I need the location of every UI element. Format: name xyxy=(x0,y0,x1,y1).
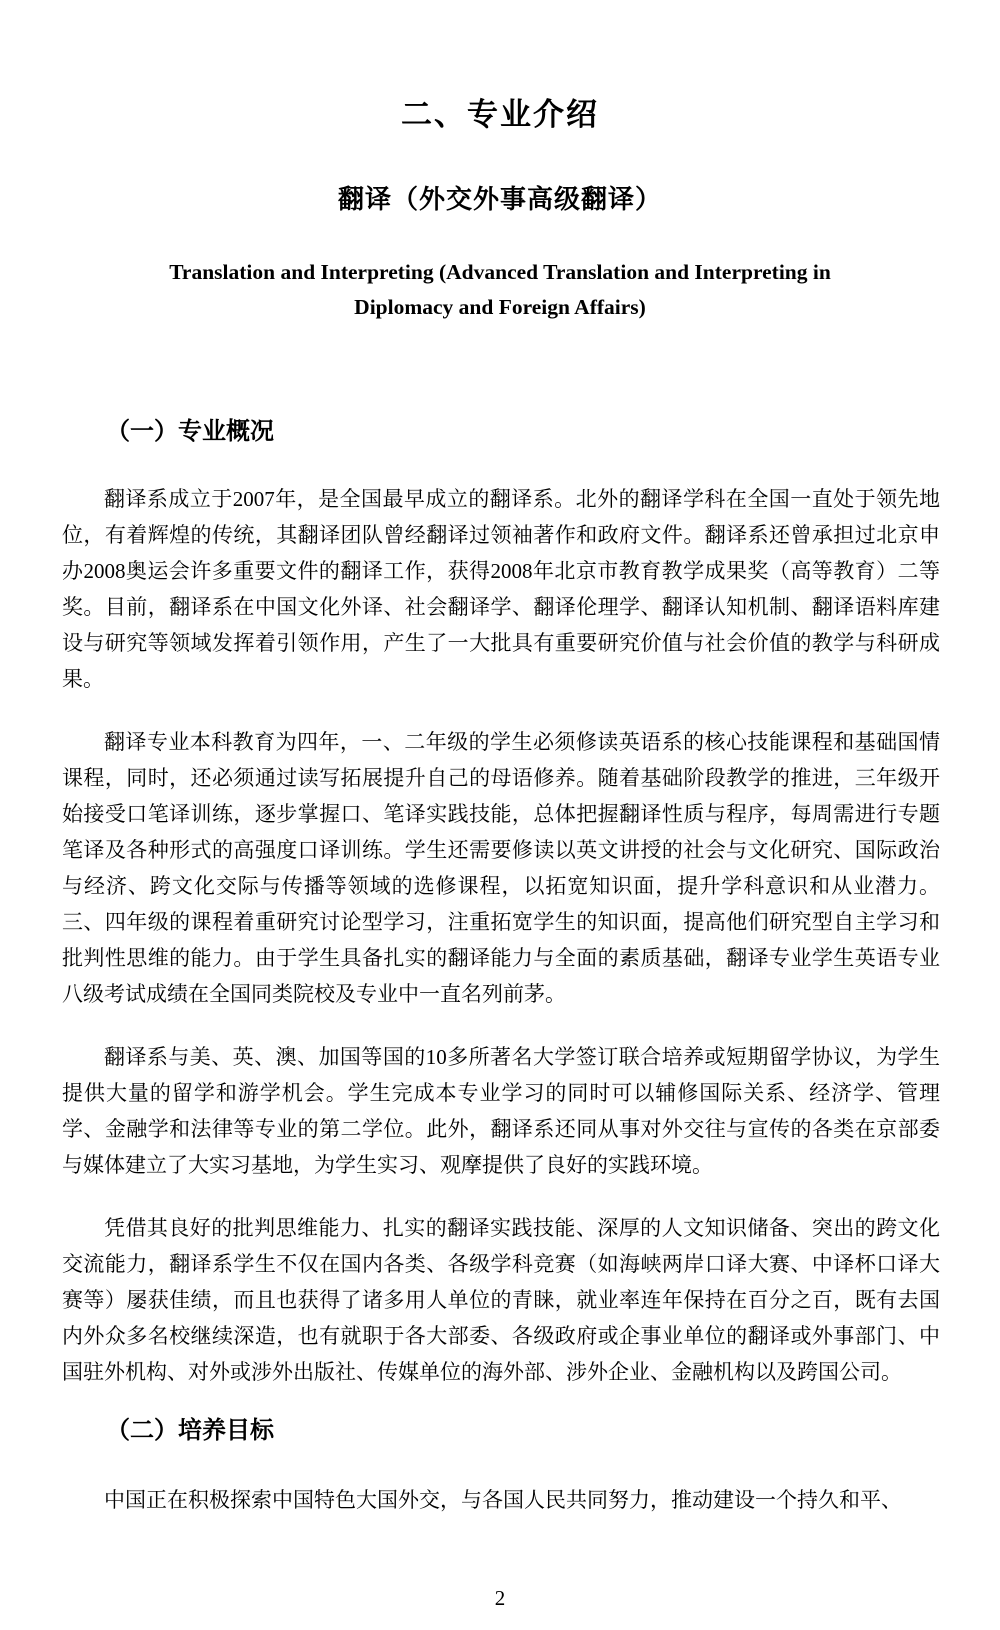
major-name-chinese: 翻译（外交外事高级翻译） xyxy=(337,183,662,214)
section-heading-training-goal: （二）培养目标 xyxy=(106,1416,274,1444)
major-name-english xyxy=(0,255,1000,325)
overview-paragraph-1: 翻译系成立于2007年，是全国最早成立的翻译系。北外的翻译学科在全国一直处于领先地位，有着辉煌的传统，其翻译团队曾经翻译过领袖著作和政府文件。翻译系还曾承担过北京申办2008奥运会许多重要文件的翻译工作，获得2008年北京市教育教学成果奖（高等教育）二等奖。目前，翻译系在中国文化外译、社会翻译学、翻译伦理学、翻译认知机制、翻译语料库建设与研究等领域发挥着引领作用，产生了一大批具有重要研究价值与社会价值的教学与科研成果。 xyxy=(62,486,940,691)
training-goal-paragraph-1: 中国正在积极探索中国特色大国外交，与各国人民共同努力，推动建设一个持久和平、 xyxy=(104,1487,902,1512)
section-heading-overview: （一）专业概况 xyxy=(106,417,274,445)
page-number: 2 xyxy=(494,1586,506,1610)
english-title-line-1: Translation and Interpreting (Advanced Translation and Interpreting in xyxy=(169,259,831,284)
overview-paragraph-4: 凭借其良好的批判思维能力、扎实的翻译实践技能、深厚的人文知识储备、突出的跨文化交流能力，翻译系学生不仅在国内各类、各级学科竞赛（如海峡两岸口译大赛、中译杯口译大赛等）屡获佳绩，而且也获得了诸多用人单位的青睐，就业率连年保持在百分之百，既有去国内外众多名校继续深造，也有就职于各大部委、各级政府或企事业单位的翻译或外事部门、中国驻外机构、对外或涉外出版社、传媒单位的海外部、涉外企业、金融机构以及跨国公司。 xyxy=(62,1215,940,1384)
overview-paragraph-3: 翻译系与美、英、澳、加国等国的10多所著名大学签订联合培养或短期留学协议，为学生提供大量的留学和游学机会。学生完成本专业学习的同时可以辅修国际关系、经济学、管理学、金融学和法律等专业的第二学位。此外，翻译系还同从事对外交往与宣传的各类在京部委与媒体建立了大实习基地，为学生实习、观摩提供了良好的实践环境。 xyxy=(62,1044,940,1177)
overview-paragraph-2: 翻译专业本科教育为四年，一、二年级的学生必须修读英语系的核心技能课程和基础国情课程，同时，还必须通过读写拓展提升自己的母语修养。随着基础阶段教学的推进，三年级开始接受口笔译训练，逐步掌握口、笔译实践技能，总体把握翻译性质与程序，每周需进行专题笔译及各种形式的高强度口译训练。学生还需要修读以英文讲授的社会与文化研究、国际政治与经济、跨文化交际与传播等领域的选修课程，以拓宽知识面，提升学科意识和从业潜力。三、四年级的课程着重研究讨论型学习，注重拓宽学生的知识面，提高他们研究型自主学习和批判性思维的能力。由于学生具备扎实的翻译能力与全面的素质基础，翻译专业学生英语专业八级考试成绩在全国同类院校及专业中一直名列前茅。 xyxy=(62,729,940,1006)
document-title: 二、专业介绍 xyxy=(401,96,599,132)
english-title-line-2: Diplomacy and Foreign Affairs) xyxy=(354,294,646,319)
